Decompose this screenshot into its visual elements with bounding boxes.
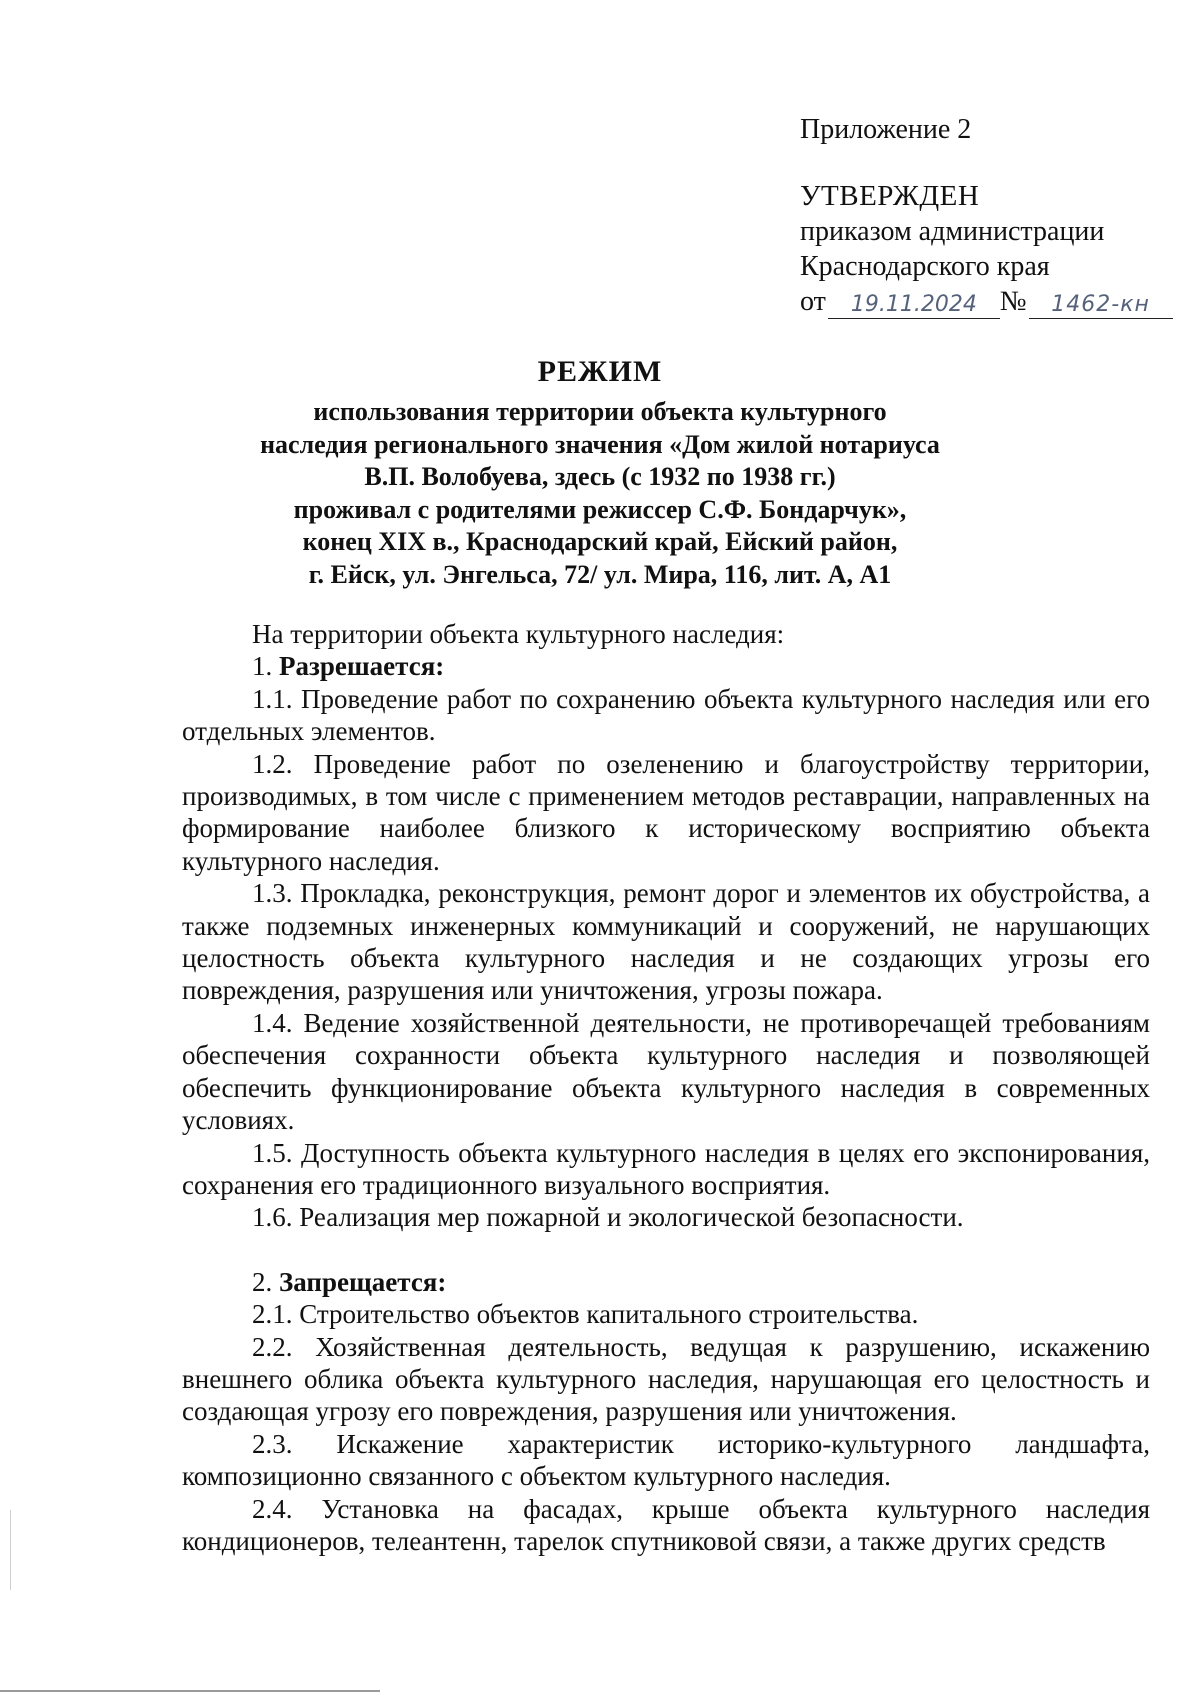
- title-line: использования территории объекта культурного: [313, 397, 887, 426]
- title-line: В.П. Волобуева, здесь (с 1932 по 1938 гг.): [364, 462, 836, 491]
- title-line: г. Ейск, ул. Энгельса, 72/ ул. Мира, 116, лит. А, А1: [308, 559, 892, 589]
- clause-paragraph: 1.2. Проведение работ по озеленению и благоустройству территории, производимых, в том числе с применением методов реставрации, направленных на формирование наиболее близкого к историческому восприятию объекта культурного наследия.: [182, 748, 1150, 876]
- title-main: РЕЖИМ: [537, 355, 663, 388]
- title-line: проживал с родителями режиссер С.Ф. Бондарчук»,: [293, 494, 907, 524]
- handwritten-date: 19.11.2024: [828, 292, 1000, 319]
- approval-line-2: Краснодарского края: [800, 251, 1050, 282]
- number-prefix: №: [999, 286, 1027, 317]
- document-title: [150, 352, 1050, 591]
- title-line: конец XIX в., Краснодарский край, Ейский район,: [302, 527, 898, 556]
- appendix-label: Приложение 2: [800, 114, 972, 145]
- approval-line-1: приказом администрации: [800, 216, 1105, 247]
- order-date-number-line: [800, 284, 1173, 319]
- section-heading-text: Разрешается:: [279, 651, 445, 682]
- clause-paragraph: 2.2. Хозяйственная деятельность, ведущая к разрушению, искажению внешнего облика объекта культурного наследия, нарушающая его целостность и создающая угрозу его повреждения, разрушения или уничтожения.: [182, 1331, 1150, 1427]
- clause-paragraph: 2.3. Искажение характеристик историко-культурного ландшафта, композиционно связанного с объектом культурного наследия.: [182, 1428, 1150, 1492]
- section-heading-text: Запрещается:: [279, 1266, 447, 1297]
- clause-paragraph: 1.5. Доступность объекта культурного наследия в целях его экспонирования, сохранения его традиционного визуального восприятия.: [182, 1137, 1150, 1200]
- clause-paragraph: 2.4. Установка на фасадах, крыше объекта культурного наследия кондиционеров, телеантенн, тарелок спутниковой связи, а также других средств: [182, 1493, 1150, 1556]
- intro-paragraph: На территории объекта культурного наследия:: [252, 619, 785, 649]
- section-number: 1.: [252, 651, 273, 682]
- approval-block: [800, 112, 1173, 319]
- date-prefix: от: [800, 286, 826, 317]
- clause-paragraph: 2.1. Строительство объектов капитального строительства.: [252, 1299, 919, 1330]
- clause-paragraph: 1.4. Ведение хозяйственной деятельности, не противоречащей требованиям обеспечения сохранности объекта культурного наследия и позволяющей обеспечить функционирование объекта культурного наследия в современных условиях.: [182, 1007, 1150, 1136]
- title-line: наследия регионального значения «Дом жилой нотариуса: [260, 429, 940, 459]
- section-number: 2.: [252, 1266, 273, 1297]
- handwritten-number: 1462-кн: [1029, 292, 1173, 319]
- clause-paragraph: 1.6. Реализация мер пожарной и экологической безопасности.: [252, 1202, 964, 1233]
- section-1-heading: [182, 650, 1150, 682]
- clause-paragraph: 1.3. Прокладка, реконструкция, ремонт дорог и элементов их обустройства, а также подземных инженерных коммуникаций и сооружений, не нарушающих целостность объекта культурного наследия и не создающих угрозы его повреждения, разрушения или уничтожения, угрозы пожара.: [182, 878, 1150, 1006]
- scan-artifact-mark: [10, 1510, 11, 1590]
- section-2-heading: [182, 1266, 1150, 1298]
- clause-paragraph: 1.1. Проведение работ по сохранению объекта культурного наследия или его отдельных элементов.: [182, 683, 1150, 747]
- document-body: [182, 618, 1150, 1557]
- approved-heading: УТВЕРЖДЕН: [800, 180, 980, 212]
